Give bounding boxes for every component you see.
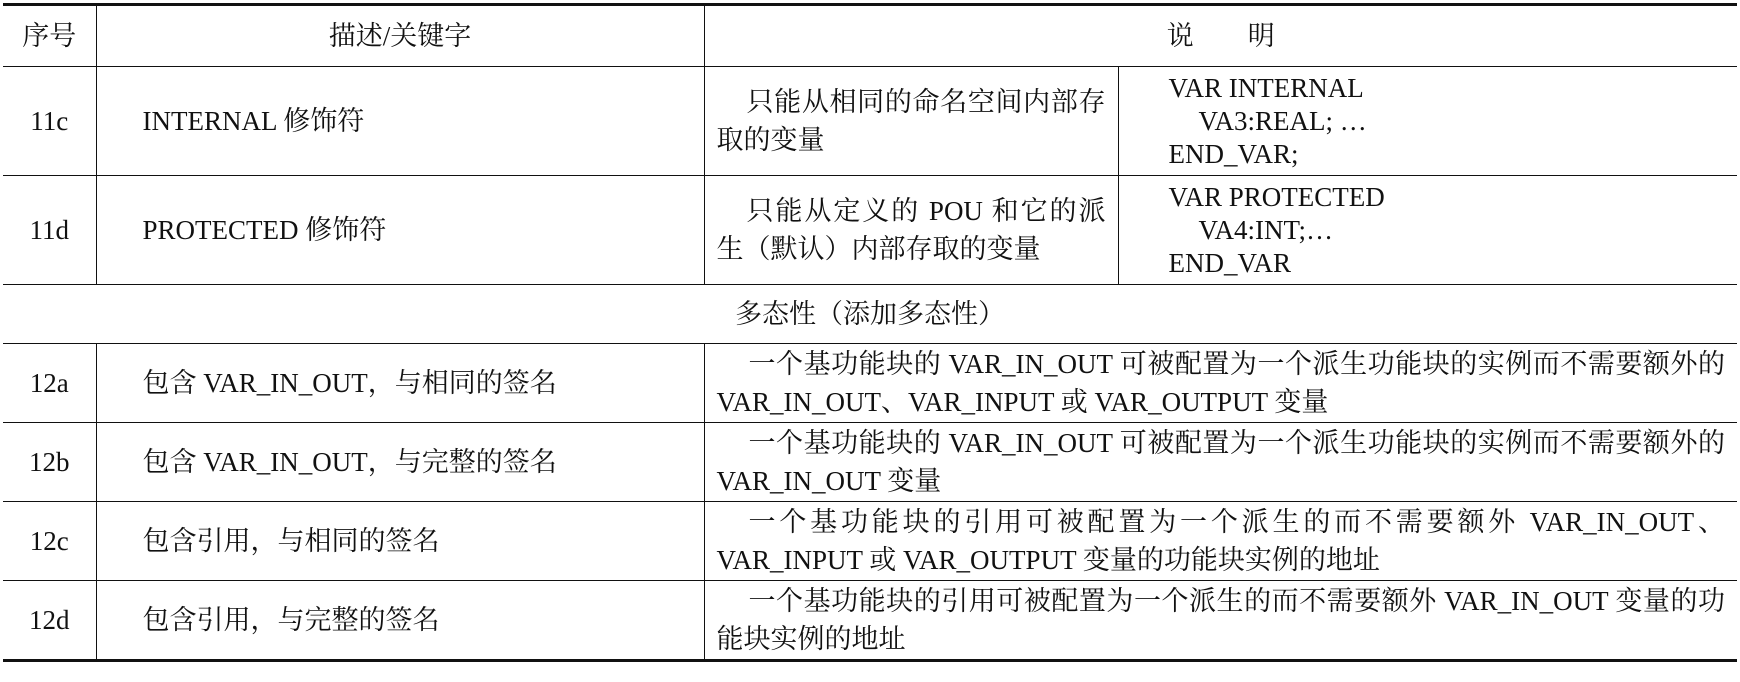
row-desc: PROTECTED 修饰符 (96, 176, 704, 285)
row-desc: INTERNAL 修饰符 (96, 67, 704, 176)
row-no: 12d (3, 581, 96, 661)
header-desc: 描述/关键字 (96, 5, 704, 67)
row-note: 一个基功能块的 VAR_IN_OUT 可被配置为一个派生功能块的实例而不需要额外的 VAR_IN_OUT、VAR_INPUT 或 VAR_OUTPUT 变量 (704, 344, 1737, 423)
row-desc: 包含 VAR_IN_OUT，与完整的签名 (96, 423, 704, 502)
row-code (1118, 176, 1737, 285)
header-note: 说 明 (704, 5, 1737, 67)
section-title: 多态性（添加多态性） (3, 285, 1737, 344)
row-note: 只能从定义的 POU 和它的派生（默认）内部存取的变量 (704, 176, 1118, 285)
table-row (3, 423, 1737, 502)
row-note: 一个基功能块的 VAR_IN_OUT 可被配置为一个派生功能块的实例而不需要额外的 VAR_IN_OUT 变量 (704, 423, 1737, 502)
row-code (1118, 67, 1737, 176)
table-row (3, 67, 1737, 176)
row-note: 只能从相同的命名空间内部存取的变量 (704, 67, 1118, 176)
row-desc: 包含引用，与相同的签名 (96, 502, 704, 581)
row-no: 11d (3, 176, 96, 285)
row-note: 一个基功能块的引用可被配置为一个派生的而不需要额外 VAR_IN_OUT 变量的功能块实例的地址 (704, 581, 1737, 661)
code-line: VAR PROTECTED (1168, 181, 1385, 212)
table-row (3, 176, 1737, 285)
row-no: 12b (3, 423, 96, 502)
row-desc: 包含引用，与完整的签名 (96, 581, 704, 661)
code-line: END_VAR (1168, 247, 1292, 278)
row-note: 一个基功能块的引用可被配置为一个派生的而不需要额外 VAR_IN_OUT、VAR_INPUT 或 VAR_OUTPUT 变量的功能块实例的地址 (704, 502, 1737, 581)
header-row (3, 5, 1737, 67)
code-line: VA4:INT;… (1198, 214, 1334, 245)
header-no: 序号 (3, 5, 96, 67)
code-line: END_VAR; (1168, 138, 1299, 169)
row-desc: 包含 VAR_IN_OUT，与相同的签名 (96, 344, 704, 423)
feature-table (3, 3, 1737, 662)
section-row (3, 285, 1737, 344)
table-row (3, 502, 1737, 581)
table-row (3, 581, 1737, 661)
row-no: 12c (3, 502, 96, 581)
row-no: 11c (3, 67, 96, 176)
table-row (3, 344, 1737, 423)
row-no: 12a (3, 344, 96, 423)
code-line: VA3:REAL; … (1198, 105, 1367, 136)
code-line: VAR INTERNAL (1168, 72, 1364, 103)
